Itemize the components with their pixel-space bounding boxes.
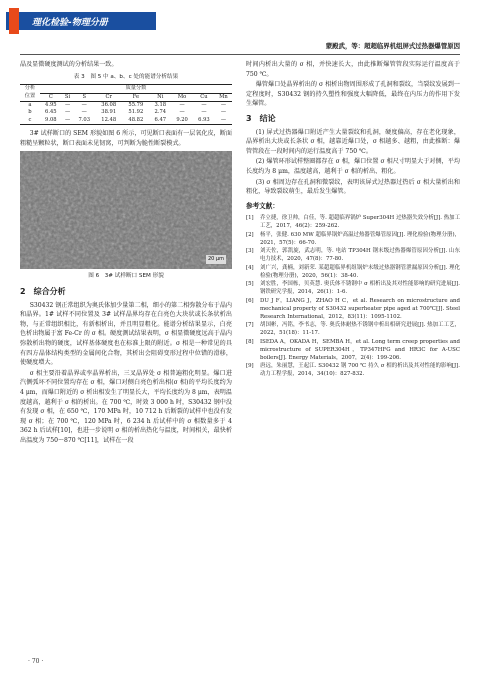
table-cell: 6.93 [198,116,210,123]
table-cell: — [64,109,71,116]
table-cell: 3.18 [154,102,167,108]
table-head-pos2: 位置 [20,93,40,101]
figure-caption: 图 6 3# 试样断口 SEM 形貌 [88,273,164,280]
reference-number: [4] [246,264,254,271]
reference-list [246,214,460,378]
para-continued: 时间内析出大量的 σ 相，并快速长大，由此推断爆管管段实际运行温度高于 750 ℃。 [246,61,460,78]
table-col-header: Cr [95,93,122,101]
table-col-header: Si [62,93,74,101]
reference-item [246,280,460,296]
table-col-header: Fe [122,93,149,101]
table-cell-position: c [28,116,32,123]
table-cell: — [179,102,185,108]
left-column [20,60,232,447]
table-cell: — [64,102,71,108]
table-cell: 6.47 [154,116,167,123]
table-cell: 55.79 [128,102,144,108]
table-col-header: Cu [193,93,215,101]
conclusion-3: (3) σ 相周边存在孔洞和微裂纹，表明该屏式过热器过热后 σ 相大量析出和粗化，导致裂纹萌生，最后发生爆管。 [246,178,460,196]
table-cell: 9.20 [176,116,188,123]
table-cell: 2.74 [154,109,167,116]
table-row [20,102,232,110]
para-analysis-1: S30432 钢正常组织为奥氏体加少量第二相，细小的第二相弥散分布于晶内和晶界。1# 试样不同位置及 3# 试样晶界均存在白亮色大块状或长条状析出物，与正常组织相比，有新相析出，并且明显粗化。能谱分析结果显示，白亮色析出物属于富 Fe-Cr 的 σ 相。硬度测试结果表明，σ 相显微硬度远高于晶内弥散析出物的硬度，试样基体硬度也在标准上限的附近。σ 相是一种常见的具有四方晶体结构类型的金属间化合物，其析出会阻碍变形过程中位错的滑移，使硬度增大。 [20,301,232,367]
table-row [20,109,232,116]
reference-item [246,264,460,280]
intro-line: 晶及显微硬度测试的分析结果一致。 [20,61,118,68]
para-analysis-2: σ 相主要沿着晶界或孪晶界析出，三叉晶界处 σ 相普遍粗化明显。爆口进汽侧弧坏不同位置均存在 σ 相，爆口对侧白亮色析出相(σ 相)的平均长度约为 4 μm，而爆口附近的 σ 析出相发生了明显长大，平均长度约为 8 μm，表明温度越高，越利于 σ 相的析出。在 700 ℃，时效 3 000 h 时，S30432 钢中没有发现 σ 相，在 650 ℃，170 MPa 时，10 712 h 后断裂的试样中也没有发现 σ 相；在 700 ℃，120 MPa 时，6 234 h 后试样中的 σ 相数量多于 4 362 h 后试样[10]，也进一步说明 σ 相的析出热化与温度，时间相关，最快析出温度为 750～870 ℃[11]，试样在一段 [20,369,232,444]
reference-number: [1] [246,215,254,222]
reference-item [246,362,460,378]
conclusion-1: (1) 屏式过热器爆口附近产生大量裂纹和孔洞，硬度偏高，存在老化现象，晶界析出大块或长条状 σ 相，越靠近爆口处，σ 相越多、越粗，由此推断：爆管管段在一段时间内的运行温度高于 750 ℃。 [246,128,460,155]
table-cell-position: a [28,102,32,108]
reference-number: [7] [246,322,254,329]
references-heading: 参考文献： [246,201,279,210]
eds-table [20,84,232,125]
reference-number: [6] [246,297,254,304]
reference-text: 刘宏胜，李国栋，贝英慧. 奥氏体不锈钢中 σ 相析出及其对性能影响的研究进展[J]. 钢铁研究学报，2014，26(1)：1-6. [260,281,460,296]
table-cell: 51.92 [128,109,144,116]
table-cell: 12.48 [101,116,117,123]
right-column [246,60,460,379]
header-rule [20,54,460,55]
para-sem: 3# 试样断口的 SEM 形貌如图 6 所示，可见断口表面有一层氧化皮，断面粗糙呈颗粒状，断口表面未见韧窝，可判断为脆性断裂模式。 [20,130,232,147]
table-cell: — [201,109,207,116]
section-3-heading: 3 结论 [246,113,276,123]
table-cell: — [179,109,185,116]
reference-text: ISEDA A，OKADA H，SEMBA H，et al. Long term creep properties and microstructure of SUPER304H，TP347HFG and HR3C for A-USC boilers[J]. Energy Materials，2007，2(4)：199-206. [260,338,460,361]
table-cell: — [220,109,226,116]
table-cell: 36.08 [101,102,117,108]
table-caption: 表 3 图 5 中 a、b、c 处的能谱分析结果 [73,73,179,80]
reference-number: [9] [246,363,254,370]
reference-number: [5] [246,281,254,288]
table-col-header: Mn [215,93,232,101]
section-2-heading: 2 综合分析 [20,287,66,296]
sem-figure [20,151,232,269]
reference-text: 刘天佐，郭凯旋，武志明，等. 电站 TP304H 钢末级过热器爆管原因分析[J]. 山东电力技术，2020，47(8)：77-80. [260,248,460,263]
table-cell: 9.08 [45,116,57,123]
sem-image [20,151,232,269]
journal-title: 理化检验-物理分册 [32,18,108,28]
reference-item [246,231,460,247]
reference-text: 杨平，张健. 630 MW 超临界锅炉高温过热器管爆管原因[J]. 理化检验(物理分册)，2021，57(5)：66-70. [260,231,460,246]
reference-text: 刘广兴，龚楠，刘新荣. 某超超临界机组锅炉末级过热器钢管泄漏原因分析[J]. 理化检验(物理分册)，2020，56(1)：38-40. [260,264,460,279]
table-cell: — [81,109,87,116]
conclusion-2: (2) 爆管环形试样整圈都存在 σ 相，爆口位置 σ 相尺寸明显大于对侧，平均长度约为 8 μm，温度越高，越利于 σ 相的析出、粗化。 [246,158,460,175]
reference-text: 唐远，朱丽慧，王起江. S30432 钢 700 ℃ 持久 σ 相的析出及其对性能的影响[J]. 动力工程学报，2014，34(10)：827-832. [260,363,460,378]
reference-text: 乔立捷，徐卫帅，白佳，等. 超超临界锅炉 Super304H 过热器失效分析[J]. 热加工工艺，2017，46(2)：259-262. [260,215,460,230]
page-number: · 70 · [28,658,44,665]
reference-number: [3] [246,248,254,255]
table-cell: — [81,102,87,108]
table-cell: 6.45 [45,109,57,116]
scale-bar: 20 μm [206,255,226,265]
table-cell: 4.95 [45,102,57,108]
table-head-group: 质量分数 [40,85,232,93]
reference-item [246,338,460,362]
reference-number: [2] [246,231,254,238]
reference-item [246,297,460,321]
table-cell: 7.03 [78,116,91,123]
reference-text: 胡国彬，冯铭，李书志，等. 奥氏体耐热不锈钢中析出相研究进展[J]. 热加工工艺，2022，51(18)：11-17. [260,322,460,337]
table-col-header: S [73,93,95,101]
reference-text: DU J F，LIANG J，ZHAO H C，et al. Research on microstructure and mechanical property of S30432 superheater pipe aged at 700℃[J]. Steel Research International，2012，83(11)：1095-1102. [260,297,460,320]
table-cell: 38.91 [101,109,117,116]
reference-item [246,321,460,337]
table-cell: — [220,102,226,108]
table-col-header: Ni [149,93,171,101]
table-col-header: Mo [171,93,193,101]
table-cell-position: b [28,109,32,116]
reference-number: [8] [246,338,254,345]
para-failure: 爆管爆口处晶界析出的 σ 相析出物周围形成了孔洞和裂纹，当裂纹发展到一定程度时，S30432 钢的持久塑性和强度大幅降低，最终在内压力的作用下发生爆管。 [246,81,460,108]
reference-item [246,214,460,230]
table-head-pos: 分析 [24,85,36,92]
table-cell: — [220,116,226,123]
article-running-title: 蒙殿武，等：超超临界机组屏式过热器爆管原因 [325,42,460,50]
reference-item [246,247,460,263]
table-row [20,117,232,125]
table-cell: 48.82 [128,116,144,123]
table-cell: — [201,102,207,108]
table-col-header: C [40,93,62,101]
table-cell: — [64,116,71,123]
logo-mark [9,8,19,34]
